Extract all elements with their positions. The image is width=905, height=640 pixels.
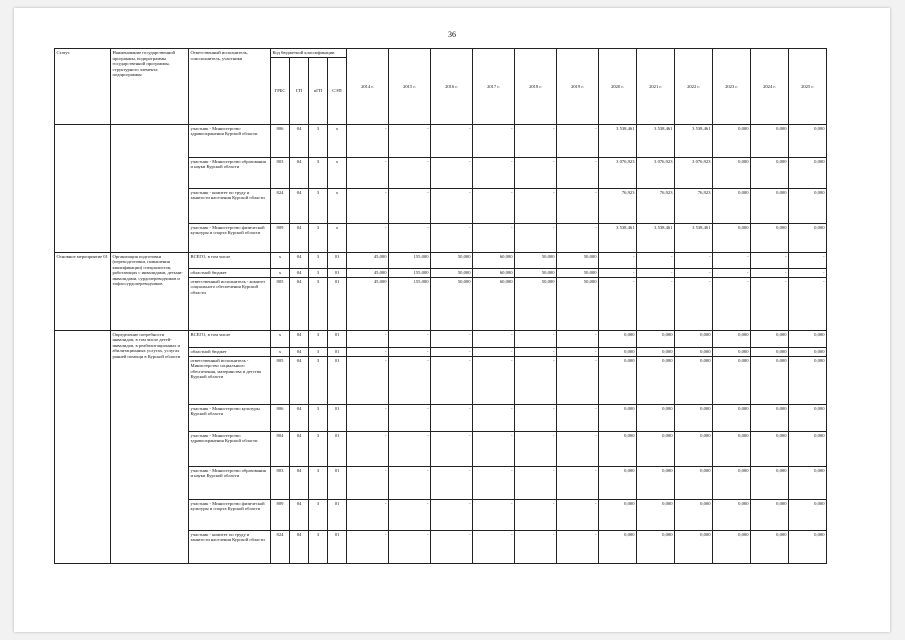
code-cell: 01 [328,330,347,347]
value-cell: - [431,404,473,431]
value-cell: 0,000 [637,499,675,530]
value-cell: 50,000 [431,252,473,268]
value-cell: - [473,330,515,347]
value-cell: - [557,124,599,157]
header-year: 2014 г. [347,49,389,125]
value-cell: 45,000 [347,277,389,330]
value-cell: 0,000 [637,431,675,466]
value-cell: 0,000 [789,347,827,356]
value-cell: 0,000 [751,124,789,157]
value-cell: 0,000 [713,188,751,223]
executor-cell: участник - комитет по труду и занятости населения Курской области [189,188,271,223]
name-cell: Определение потребности инвалидов, в том числе детей-инвалидов, в реабилитационных и абилитационных услугах, услугах ранней помощи в Курской области [111,330,189,563]
value-cell: - [751,268,789,277]
value-cell: 3 538,461 [637,223,675,252]
value-cell: 3 538,461 [599,124,637,157]
value-cell: 0,000 [675,347,713,356]
code-cell: 3 [309,347,328,356]
value-cell: - [515,330,557,347]
code-cell: 805 [271,277,290,330]
value-cell: - [557,404,599,431]
code-cell: 3 [309,157,328,188]
value-cell: - [431,530,473,563]
header-name: Наименование государственной программы, подпрограммы государственной программы, структурного элемента подпрограммы [111,49,189,125]
code-cell: 809 [271,223,290,252]
value-cell: - [713,277,751,330]
code-cell: 3 [309,404,328,431]
value-cell: - [431,356,473,404]
value-cell: - [751,277,789,330]
value-cell: 0,000 [713,124,751,157]
executor-cell: ВСЕГО, в том числе [189,330,271,347]
code-cell: 04 [290,268,309,277]
value-cell: - [515,404,557,431]
value-cell: - [789,252,827,268]
value-cell: - [557,347,599,356]
code-cell: х [271,268,290,277]
header-status: Статус [55,49,111,125]
code-cell: 803 [271,157,290,188]
status-cell [55,124,111,252]
code-cell: 04 [290,530,309,563]
value-cell: - [751,252,789,268]
value-cell: 0,000 [637,530,675,563]
value-cell: - [347,530,389,563]
value-cell: - [557,330,599,347]
value-cell: 155,000 [389,277,431,330]
value-cell: - [389,530,431,563]
header-year: 2024 г. [751,49,789,125]
budget-table [54,48,827,564]
value-cell: 0,000 [713,356,751,404]
header-code: пГП [309,57,328,124]
value-cell: 3 538,461 [675,124,713,157]
value-cell: 0,000 [675,404,713,431]
header-year: 2020 г. [599,49,637,125]
value-cell: - [515,499,557,530]
value-cell: - [389,499,431,530]
value-cell: - [473,466,515,499]
code-cell: 01 [328,530,347,563]
code-cell: 04 [290,157,309,188]
value-cell: - [389,124,431,157]
value-cell: 0,000 [751,330,789,347]
value-cell: - [431,124,473,157]
value-cell: - [557,188,599,223]
value-cell: 0,000 [637,356,675,404]
value-cell: - [347,356,389,404]
value-cell: 0,000 [599,347,637,356]
code-cell: 01 [328,252,347,268]
value-cell: - [431,330,473,347]
value-cell: 50,000 [515,252,557,268]
header-year: 2022 г. [675,49,713,125]
code-cell: 3 [309,356,328,404]
value-cell: 0,000 [675,530,713,563]
executor-cell: участник - Министерство культуры Курской области [189,404,271,431]
code-cell: 824 [271,188,290,223]
name-cell: Организация подготовки (переподготовки, повышения квалификации) специалистов, работающих с инвалидами, детьми-инвалидами, сурдопереводчиков и тифлосурдопереводчиков [111,252,189,330]
value-cell: 0,000 [599,356,637,404]
executor-cell: ответственный исполнитель - Министерство социального обеспечения, материнства и детства Курской области [189,356,271,404]
value-cell: - [431,466,473,499]
value-cell: - [389,347,431,356]
value-cell: 60,000 [473,268,515,277]
value-cell: 60,000 [473,252,515,268]
header-year: 2021 г. [637,49,675,125]
code-cell: 3 [309,268,328,277]
executor-cell: участник - Министерство образования и науки Курской области [189,157,271,188]
header-executor: Ответственный исполнитель, соисполнитель, участники [189,49,271,125]
value-cell: - [473,347,515,356]
value-cell: - [431,223,473,252]
value-cell: 0,000 [789,431,827,466]
table-row [55,330,827,347]
code-cell: х [328,223,347,252]
value-cell: 76,923 [675,188,713,223]
code-cell: 01 [328,356,347,404]
code-cell: 04 [290,330,309,347]
value-cell: - [389,330,431,347]
value-cell: - [789,268,827,277]
value-cell: 76,923 [599,188,637,223]
value-cell: - [557,530,599,563]
code-cell: 3 [309,330,328,347]
value-cell: - [637,268,675,277]
value-cell: - [347,431,389,466]
value-cell: 0,000 [751,223,789,252]
value-cell: 0,000 [789,157,827,188]
code-cell: 01 [328,431,347,466]
code-cell: 04 [290,499,309,530]
value-cell: 0,000 [713,530,751,563]
value-cell: 0,000 [751,356,789,404]
value-cell: 60,000 [473,277,515,330]
value-cell: - [347,466,389,499]
value-cell: 45,000 [347,252,389,268]
code-cell: 824 [271,530,290,563]
value-cell: 0,000 [599,466,637,499]
page-number: 36 [448,30,456,39]
status-cell [55,330,111,563]
value-cell: - [515,124,557,157]
value-cell: - [557,157,599,188]
value-cell: - [389,466,431,499]
code-cell: 04 [290,188,309,223]
value-cell: - [473,404,515,431]
value-cell: 50,000 [515,268,557,277]
value-cell: - [347,347,389,356]
code-cell: 04 [290,404,309,431]
value-cell: 0,000 [599,499,637,530]
code-cell: 3 [309,223,328,252]
value-cell: - [789,277,827,330]
value-cell: 0,000 [637,330,675,347]
value-cell: - [599,252,637,268]
value-cell: 0,000 [637,404,675,431]
value-cell: - [599,268,637,277]
code-cell: 3 [309,124,328,157]
table-row [55,252,827,268]
value-cell: 3 076,923 [599,157,637,188]
executor-cell: ВСЕГО, в том числе [189,252,271,268]
value-cell: - [389,356,431,404]
code-cell: 01 [328,277,347,330]
header-code: ГРБС [271,57,290,124]
value-cell: - [557,356,599,404]
code-cell: 01 [328,404,347,431]
value-cell: 0,000 [599,404,637,431]
value-cell: - [431,431,473,466]
code-cell: х [271,252,290,268]
value-cell: 155,000 [389,268,431,277]
value-cell: - [473,223,515,252]
code-cell: 01 [328,347,347,356]
code-cell: 04 [290,124,309,157]
code-cell: 04 [290,277,309,330]
value-cell: 0,000 [599,530,637,563]
value-cell: 0,000 [713,157,751,188]
code-cell: 3 [309,431,328,466]
value-cell: 155,000 [389,252,431,268]
value-cell: - [515,188,557,223]
code-cell: х [328,124,347,157]
executor-cell: областной бюджет [189,347,271,356]
value-cell: - [431,188,473,223]
value-cell: - [473,188,515,223]
value-cell: 0,000 [675,499,713,530]
executor-cell: участник - Министерство физической культуры и спорта Курской области [189,499,271,530]
value-cell: - [431,499,473,530]
value-cell: - [515,157,557,188]
code-cell: 805 [271,356,290,404]
value-cell: - [389,223,431,252]
value-cell: 0,000 [789,124,827,157]
value-cell: 3 076,923 [675,157,713,188]
value-cell: 0,000 [599,330,637,347]
value-cell: - [473,499,515,530]
value-cell: 0,000 [789,223,827,252]
value-cell: 0,000 [713,330,751,347]
code-cell: х [271,330,290,347]
value-cell: 3 538,461 [637,124,675,157]
name-cell [111,124,189,252]
header-year: 2025 г. [789,49,827,125]
header-year: 2016 г. [431,49,473,125]
value-cell: 0,000 [599,431,637,466]
value-cell: 3 538,461 [675,223,713,252]
code-cell: 806 [271,124,290,157]
value-cell: - [473,530,515,563]
value-cell: 0,000 [751,530,789,563]
code-cell: 01 [328,466,347,499]
value-cell: 0,000 [637,347,675,356]
value-cell: 0,000 [789,356,827,404]
table-row [55,124,827,157]
value-cell: - [515,530,557,563]
value-cell: 0,000 [675,431,713,466]
code-cell: 3 [309,252,328,268]
value-cell: 50,000 [431,268,473,277]
executor-cell: участник - комитет по труду и занятости населения Курской области [189,530,271,563]
header-code: СЭП [328,57,347,124]
value-cell: - [557,431,599,466]
code-cell: 803 [271,466,290,499]
value-cell: - [515,431,557,466]
value-cell: 0,000 [751,499,789,530]
value-cell: 0,000 [789,499,827,530]
value-cell: - [389,431,431,466]
code-cell: 04 [290,252,309,268]
value-cell: 0,000 [713,499,751,530]
value-cell: 0,000 [713,466,751,499]
value-cell: - [389,157,431,188]
value-cell: 0,000 [789,530,827,563]
value-cell: - [675,252,713,268]
value-cell: - [515,466,557,499]
document-page [14,8,890,632]
value-cell: - [473,431,515,466]
value-cell: - [515,223,557,252]
code-cell: 804 [271,431,290,466]
header-year: 2017 г. [473,49,515,125]
value-cell: - [675,268,713,277]
value-cell: 0,000 [751,157,789,188]
code-cell: 806 [271,404,290,431]
code-cell: 04 [290,431,309,466]
value-cell: - [431,157,473,188]
value-cell: - [347,330,389,347]
code-cell: 01 [328,499,347,530]
header-code: ГП [290,57,309,124]
code-cell: 04 [290,466,309,499]
value-cell: 0,000 [751,466,789,499]
code-cell: х [328,188,347,223]
value-cell: - [515,356,557,404]
value-cell: - [599,277,637,330]
value-cell: 3 076,923 [637,157,675,188]
value-cell: - [713,252,751,268]
header-year: 2015 г. [389,49,431,125]
header-year: 2019 г. [557,49,599,125]
value-cell: - [675,277,713,330]
value-cell: - [713,268,751,277]
value-cell: 0,000 [637,466,675,499]
value-cell: 50,000 [431,277,473,330]
value-cell: - [389,188,431,223]
code-cell: 3 [309,530,328,563]
executor-cell: участник - Министерство физической культуры и спорта Курской области [189,223,271,252]
executor-cell: участник - Министерство здравоохранения Курской области [189,124,271,157]
value-cell: 0,000 [789,188,827,223]
value-cell: - [637,277,675,330]
header-year: 2018 г. [515,49,557,125]
value-cell: 45,000 [347,268,389,277]
value-cell: - [347,124,389,157]
value-cell: - [389,404,431,431]
value-cell: 0,000 [789,404,827,431]
code-cell: х [328,157,347,188]
table-body [55,124,827,563]
executor-cell: участник - Министерство образования и науки Курской области [189,466,271,499]
value-cell: 0,000 [751,431,789,466]
code-cell: 3 [309,188,328,223]
value-cell: - [515,347,557,356]
value-cell: 50,000 [515,277,557,330]
executor-cell: областной бюджет [189,268,271,277]
code-cell: 01 [328,268,347,277]
value-cell: 3 538,461 [599,223,637,252]
status-cell: Основное мероприятие 01 [55,252,111,330]
value-cell: - [347,157,389,188]
value-cell: 0,000 [675,356,713,404]
value-cell: 0,000 [675,466,713,499]
value-cell: 50,000 [557,268,599,277]
header-budget-class: Код бюджетной классификации [271,49,347,58]
code-cell: 3 [309,277,328,330]
code-cell: 3 [309,499,328,530]
code-cell: 04 [290,356,309,404]
value-cell: - [473,124,515,157]
value-cell: 0,000 [789,330,827,347]
value-cell: - [637,252,675,268]
header-year: 2023 г. [713,49,751,125]
value-cell: 0,000 [713,431,751,466]
value-cell: 0,000 [713,223,751,252]
value-cell: - [431,347,473,356]
value-cell: - [473,157,515,188]
code-cell: 04 [290,347,309,356]
value-cell: 0,000 [713,347,751,356]
value-cell: - [557,223,599,252]
value-cell: 50,000 [557,277,599,330]
value-cell: - [347,404,389,431]
value-cell: 50,000 [557,252,599,268]
value-cell: 0,000 [675,330,713,347]
value-cell: 0,000 [789,466,827,499]
executor-cell: ответственный исполнитель - комитет социального обеспечения Курской области [189,277,271,330]
executor-cell: участник - Министерство здравоохранения Курской области [189,431,271,466]
value-cell: - [473,356,515,404]
value-cell: 0,000 [751,347,789,356]
code-cell: 04 [290,223,309,252]
value-cell: 0,000 [713,404,751,431]
value-cell: - [347,188,389,223]
value-cell: - [557,466,599,499]
code-cell: 3 [309,466,328,499]
code-cell: 809 [271,499,290,530]
value-cell: 76,923 [637,188,675,223]
value-cell: - [347,499,389,530]
value-cell: 0,000 [751,404,789,431]
value-cell: - [347,223,389,252]
code-cell: х [271,347,290,356]
value-cell: 0,000 [751,188,789,223]
value-cell: - [557,499,599,530]
